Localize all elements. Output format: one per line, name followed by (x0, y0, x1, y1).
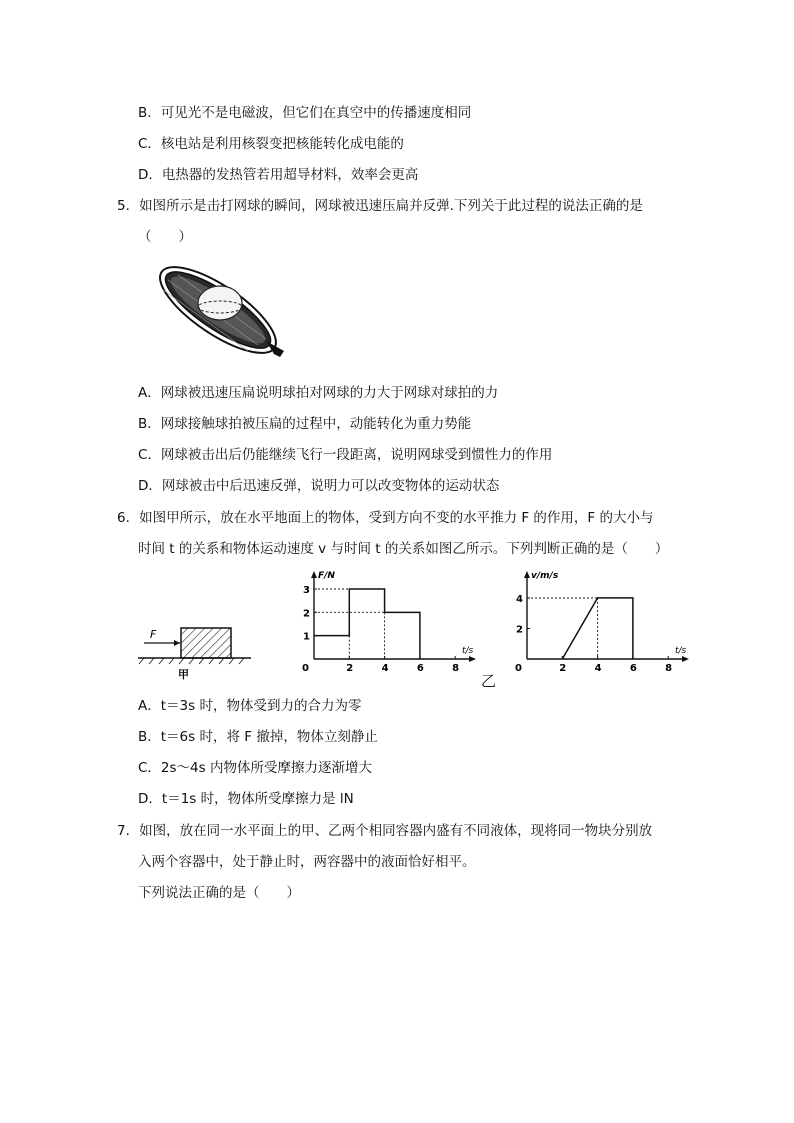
block (181, 628, 231, 658)
option-c-prev: C．核电站是利用核裂变把核能转化成电能的 (138, 136, 404, 152)
q5-stem: 5．如图所示是击打网球的瞬间，网球被迅速压扁并反弹.下列关于此过程的说法正确的是 (117, 198, 643, 214)
x-tick-label: 8 (665, 663, 673, 674)
x-axis-label: t/s (675, 646, 687, 656)
q5-option-b: B．网球接触球拍被压扁的过程中，动能转化为重力势能 (138, 416, 472, 432)
q5-blank: （ ） (138, 229, 192, 245)
y-axis-arrow (524, 571, 530, 578)
x-tick-label: 8 (452, 663, 460, 674)
fig-yi-caption: 乙 (481, 672, 497, 690)
tennis-racket-figure (148, 255, 288, 365)
series-line (314, 589, 420, 659)
q7-stem-line3: 下列说法正确的是（ ） (138, 885, 300, 901)
chart-f-t (292, 567, 482, 677)
figure-jia (136, 620, 256, 682)
x-axis-arrow (682, 656, 689, 662)
y-axis-arrow (311, 571, 317, 578)
y-tick-label: 2 (303, 608, 310, 620)
y-tick-label: 2 (516, 624, 523, 636)
q6-stem-line1: 6．如图甲所示，放在水平地面上的物体，受到方向不变的水平推力 F 的作用，F 的大小与 (117, 510, 654, 526)
y-axis-label: v/m/s (531, 571, 559, 581)
x-tick-label: 6 (416, 663, 424, 674)
q6-option-c: C．2s～4s 内物体所受摩擦力逐渐增大 (138, 760, 372, 776)
fig-jia-caption: 甲 (178, 668, 189, 681)
x-tick-label: 4 (381, 663, 389, 674)
option-b-prev: B．可见光不是电磁波，但它们在真空中的传播速度相同 (138, 105, 472, 121)
chart-v-t (505, 567, 695, 677)
q7-stem-line2: 入两个容器中，处于静止时，两容器中的液面恰好相平。 (138, 854, 476, 870)
x-tick-label: 0 (515, 663, 522, 674)
x-tick-label: 0 (302, 663, 309, 674)
x-axis-arrow (469, 656, 476, 662)
y-axis-label: F/N (318, 571, 335, 581)
option-d-prev: D．电热器的发热管若用超导材料，效率会更高 (138, 167, 419, 183)
q5-option-d: D．网球被击中后迅速反弹，说明力可以改变物体的运动状态 (138, 478, 500, 494)
x-tick-label: 2 (346, 663, 354, 674)
q5-option-c: C．网球被击出后仍能继续飞行一段距离，说明网球受到惯性力的作用 (138, 447, 553, 463)
x-axis-label: t/s (462, 646, 474, 656)
y-tick-label: 3 (303, 585, 310, 596)
force-label: F (150, 628, 157, 641)
x-tick-label: 4 (594, 663, 602, 674)
q5-option-a: A．网球被迅速压扁说明球拍对网球的力大于网球对球拍的力 (138, 385, 499, 401)
q7-stem-line1: 7．如图，放在同一水平面上的甲、乙两个相同容器内盛有不同液体，现将同一物块分别放 (117, 823, 653, 839)
q6-stem-line2: 时间 t 的关系和物体运动速度 v 与时间 t 的关系如图乙所示。下列判断正确的是（ ） (138, 541, 669, 557)
q6-option-d: D．t＝1s 时，物体所受摩擦力是 lN (138, 791, 354, 807)
q6-option-b: B．t＝6s 时，将 F 撤掉，物体立刻静止 (138, 729, 378, 745)
x-tick-label: 2 (559, 663, 567, 674)
x-tick-label: 6 (629, 663, 637, 674)
q6-option-a: A．t＝3s 时，物体受到力的合力为零 (138, 698, 362, 714)
y-tick-label: 4 (516, 593, 523, 605)
y-tick-label: 1 (303, 631, 310, 643)
